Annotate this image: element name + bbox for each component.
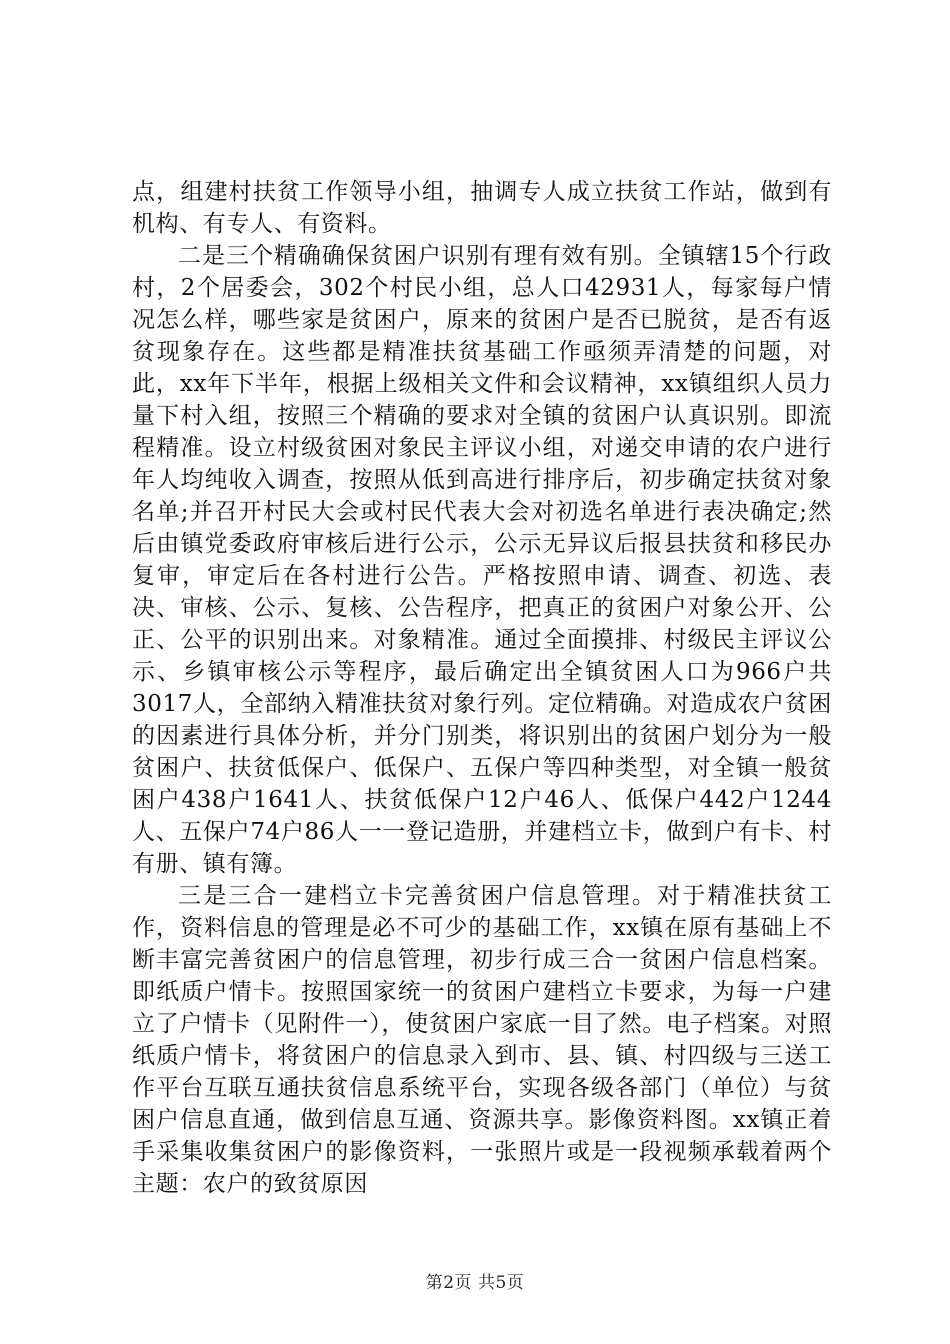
paragraph-continued: 点，组建村扶贫工作领导小组，抽调专人成立扶贫工作站，做到有机构、有专人、有资料。 bbox=[132, 179, 832, 237]
page-footer: 第2页 共5页 bbox=[425, 1273, 525, 1293]
paragraph-archive: 三是三合一建档立卡完善贫困户信息管理。对于精准扶贫工作，资料信息的管理是必不可少的基础工作，xx镇在原有基础上不断丰富完善贫困户的信息管理，初步行成三合一贫困户信息档案。即纸质户情卡。按照国家统一的贫困户建档立卡要求，为每一户建立了户情卡（见附件一），使贫困户家底一目了然。电子档案。对照纸质户情卡，将贫困户的信息录入到市、县、镇、村四级与三送工作平台互联互通扶贫信息系统平台，实现各级各部门（单位）与贫困户信息直通，做到信息互通、资源共享。影像资料图。xx镇正着手采集收集贫困户的影像资料，一张照片或是一段视频承载着两个主题：农户的致贫原因 bbox=[132, 883, 832, 1197]
paragraph-identification: 二是三个精确确保贫困户识别有理有效有别。全镇辖15个行政村，2个居委会，302个村民小组，总人口42931人，每家每户情况怎么样，哪些家是贫困户，原来的贫困户是否已脱贫，是否有返贫现象存在。这些都是精准扶贫基础工作亟须弄清楚的问题，对此，xx年下半年，根据上级相关文件和会议精神，xx镇组织人员力量下村入组，按照三个精确的要求对全镇的贫困户认真识别。即流程精准。设立村级贫困对象民主评议小组，对递交申请的农户进行年人均纯收入调查，按照从低到高进行排序后，初步确定扶贫对象名单;并召开村民大会或村民代表大会对初选名单进行表决确定;然后由镇党委政府审核后进行公示，公示无异议后报县扶贫和移民办复审，审定后在各村进行公告。严格按照申请、调查、初选、表决、审核、公示、复核、公告程序，把真正的贫困户对象公开、公正、公平的识别出来。对象精准。通过全面摸排、村级民主评议公示、乡镇审核公示等程序，最后确定出全镇贫困人口为966户共3017人，全部纳入精准扶贫对象行列。定位精确。对造成农户贫困的因素进行具体分析，并分门别类，将识别出的贫困户划分为一般贫困户、扶贫低保户、低保户、五保户等四种类型，对全镇一般贫困户438户1641人、扶贫低保户12户46人、低保户442户1244人、五保户74户86人一一登记造册，并建档立卡，做到户有卡、村有册、镇有簿。 bbox=[132, 243, 832, 877]
document-body bbox=[132, 176, 832, 1200]
